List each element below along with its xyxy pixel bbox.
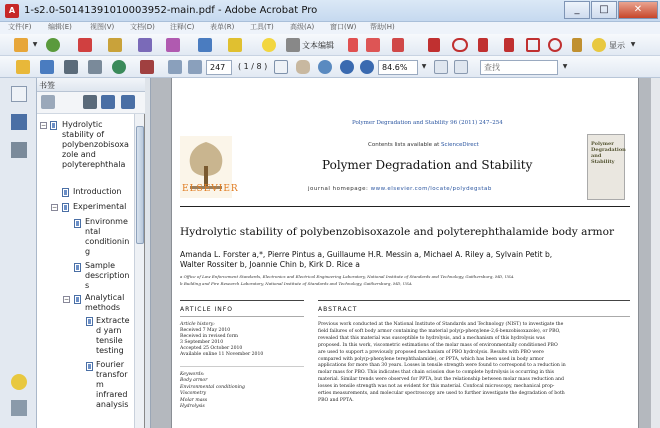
journal-name: Polymer Degradation and Stability <box>322 158 533 172</box>
abstract-line: material. Similar trends were observed for PPTA, but the relationship between molar mass reduction and <box>318 377 564 383</box>
email-icon[interactable] <box>88 60 102 74</box>
keyword: Environmental conditioning <box>180 384 245 390</box>
abstract-line: compared with poly(p-phenylene terephthalamide), or PPTA, which has been used in body armor <box>318 356 544 362</box>
abstract-line: losses in tensile strength was not as evident for this material. Confocal microscopy, mechanical prop- <box>318 384 555 390</box>
journal-cover <box>587 134 625 200</box>
print-icon[interactable] <box>64 60 78 74</box>
abstract-line: molar mass for PBO. This indicates that chain scission due to complete hydrolysis is occurring in this <box>318 370 555 376</box>
homepage-line <box>308 186 492 192</box>
affiliation-b: b Building and Fire Research Laboratory, National Institute of Standards and Technology, Gaithersburg, MD, USA <box>180 281 412 286</box>
homepage-prefix: journal homepage: <box>308 186 371 192</box>
next-page-icon[interactable] <box>188 60 202 74</box>
hand-tool-icon[interactable] <box>296 60 310 74</box>
new-bookmark-icon[interactable] <box>101 95 115 109</box>
abstract-line: field failures of soft body armor containing the material poly(p-phenylene-2,6-benzobisoxazole), or PBO, <box>318 328 561 334</box>
collapse-icon[interactable]: − <box>41 122 47 129</box>
abstract-body <box>318 322 566 405</box>
pages-panel-icon[interactable] <box>11 86 27 102</box>
abstract-heading: ABSTRACT <box>318 306 358 313</box>
abstract-line: applications for more than 30 years. Losses in tensile strength were found to correspond to a reduction in <box>318 363 566 369</box>
toolbar-tasks <box>0 34 660 56</box>
bookmark-icon <box>74 295 81 304</box>
history-line: Accepted 25 October 2010 <box>180 346 243 351</box>
keywords-rule <box>180 366 304 367</box>
open-folder-icon[interactable] <box>16 60 30 74</box>
bookmark-environmental-conditioning[interactable]: Environme ntal conditionin g <box>85 217 130 256</box>
save-icon[interactable] <box>40 60 54 74</box>
bookmarks-toolbar <box>37 92 145 114</box>
text-edit-label[interactable]: 文本编辑 <box>302 41 334 50</box>
window-title: 1-s2.0-S0141391010003952-main.pdf - Adobe Acrobat Pro <box>24 5 318 16</box>
previous-page-icon[interactable] <box>168 60 182 74</box>
bookmarks-title: 书签 <box>39 81 55 90</box>
highlight-icon[interactable] <box>228 38 242 52</box>
bookmark-icon <box>50 121 57 130</box>
bookmarks-tree <box>37 114 135 428</box>
attachments-panel-icon[interactable] <box>11 400 27 416</box>
bookmarks-panel-icon[interactable] <box>11 114 27 130</box>
article-info-heading: ARTICLE INFO <box>180 306 233 313</box>
options-icon[interactable] <box>41 95 55 109</box>
rectangle-tool-icon[interactable] <box>526 38 540 52</box>
document-viewer <box>151 78 660 428</box>
bookmarks-scrollbar[interactable] <box>134 114 144 428</box>
create-pdf-icon[interactable] <box>14 38 28 52</box>
bookmark-icon <box>86 317 93 326</box>
page-count: ( 1 / 8 ) <box>238 62 268 71</box>
display-dropdown-icon[interactable]: ▼ <box>630 41 636 48</box>
collapse-icon[interactable]: − <box>64 296 70 303</box>
keyword: Molar mass <box>180 397 208 403</box>
abstract-rule <box>318 300 630 301</box>
authors-line-1: Amanda L. Forster a,*, Pierre Pintus a, Guillaume H.R. Messin a, Michael A. Riley a, Sylvain Petit b, <box>180 250 553 259</box>
review-icon[interactable] <box>198 38 212 52</box>
scroll-thumb[interactable] <box>136 126 144 244</box>
cloud-tool-icon[interactable] <box>548 38 562 52</box>
collaborate-icon[interactable] <box>112 60 126 74</box>
menu-help[interactable]: 帮助(H) <box>370 23 395 31</box>
delete-bookmark-icon[interactable] <box>83 95 97 109</box>
pen-tool-icon[interactable] <box>572 38 582 52</box>
abstract-line: erties measurements, and molecular spectroscopy are used to further investigate the degradation of both <box>318 391 565 397</box>
stamp-icon[interactable] <box>392 38 404 52</box>
menu-comments[interactable]: 注释(C) <box>170 23 195 31</box>
zoom-input[interactable]: 84.6% <box>378 60 418 75</box>
zoom-tool-icon[interactable] <box>318 60 332 74</box>
keyword: Body armor <box>180 378 208 383</box>
history-label: Article history: <box>180 322 215 327</box>
menu-bar <box>0 22 660 34</box>
article-title: Hydrolytic stability of polybenzobisoxazole and polyterephthalamide body armor <box>180 226 615 238</box>
bookmark-icon <box>86 362 93 371</box>
arrow-tool-icon[interactable] <box>428 38 440 52</box>
search-dropdown-icon[interactable]: ▼ <box>562 63 568 70</box>
bookmark-ftir[interactable]: Fourier transfor m infrared analysis <box>96 360 129 409</box>
bookmark-extracted-yarn[interactable]: Extracte d yarn tensile testing <box>96 316 130 355</box>
abstract-subrule <box>318 316 630 317</box>
minimize-button[interactable]: _ <box>564 1 590 19</box>
bookmarks-panel <box>37 78 145 428</box>
history-line: Received in revised form <box>180 334 239 339</box>
authors-line-2: Walter Rossiter b, Joannie Chin b, Kirk D. Rice a <box>180 260 360 269</box>
menu-document[interactable]: 文档(D) <box>130 23 155 31</box>
keywords-label: Keywords: <box>180 372 205 377</box>
display-label[interactable]: 显示 <box>609 41 625 50</box>
find-icon[interactable] <box>140 60 154 74</box>
search-input[interactable]: 查找 <box>480 60 558 75</box>
bookmark-icon <box>62 188 69 197</box>
bookmark-icon <box>74 263 81 272</box>
window-controls <box>563 1 658 19</box>
homepage-link[interactable]: www.elsevier.com/locate/polydegstab <box>370 186 492 192</box>
contents-prefix: Contents lists available at <box>368 142 442 148</box>
close-button[interactable]: ✕ <box>618 1 658 19</box>
oval-tool-icon[interactable] <box>452 38 468 52</box>
export-icon[interactable] <box>78 38 92 52</box>
publisher-name: ELSEVIER <box>182 184 239 194</box>
bookmark-analytical-methods[interactable]: Analytical methods <box>85 293 125 312</box>
select-cursor-icon[interactable] <box>274 60 288 74</box>
header-rule <box>180 206 630 207</box>
abstract-line: Previous work conducted at the National Institute of Standards and Technology (NIST) to investigate the <box>318 322 564 327</box>
comments-panel-icon[interactable] <box>11 374 27 390</box>
text-edit-icon[interactable] <box>286 38 300 52</box>
bookmarks-header <box>37 78 145 92</box>
pencil-tool-icon[interactable] <box>504 38 514 52</box>
comment-bubble-icon[interactable] <box>262 38 276 52</box>
abstract-line: revealed that this material was susceptible to hydrolysis, and a mechanism of this hydrolysis was <box>318 335 545 341</box>
sticky-note-icon[interactable] <box>348 38 358 52</box>
pdf-page <box>171 78 639 428</box>
zoom-out-icon[interactable] <box>340 60 354 74</box>
bookmark-experimental[interactable]: Experimental <box>73 202 127 211</box>
keywords-list <box>180 378 245 411</box>
history-list <box>180 328 263 358</box>
keyword: Hydrolysis <box>180 404 205 409</box>
sciencedirect-link[interactable]: ScienceDirect <box>441 142 479 148</box>
document-scrollbar[interactable] <box>651 78 660 428</box>
info-subrule <box>180 316 304 317</box>
create-dropdown-icon[interactable]: ▼ <box>32 41 38 48</box>
history-line: 3 September 2010 <box>180 340 224 345</box>
menu-view[interactable]: 视图(V) <box>90 23 115 31</box>
menu-forms[interactable]: 表单(R) <box>210 23 235 31</box>
bookmark-icon <box>62 203 69 212</box>
bookmark-title[interactable]: Hydrolytic stability of polybenzobisoxa zole and polyterephthala <box>62 120 129 169</box>
menu-file[interactable]: 文件(F) <box>8 23 32 31</box>
page-number-input[interactable]: 247 <box>206 60 232 75</box>
abstract-line: are used to support a previously proposed mechanism of PBO hydrolysis. Results with PBO were <box>318 349 544 355</box>
toolbar-navigation <box>0 56 660 78</box>
sign-pen-icon[interactable] <box>138 38 152 52</box>
history-line: Received 7 May 2010 <box>180 328 231 333</box>
contents-line <box>368 142 479 148</box>
elsevier-logo <box>180 136 239 198</box>
markup-icon[interactable] <box>366 38 380 52</box>
cover-title: Polymer Degradation and Stability <box>591 141 626 165</box>
show-comments-icon[interactable] <box>592 38 606 52</box>
title-bar <box>0 0 660 22</box>
combine-icon[interactable] <box>46 38 60 52</box>
zoom-in-icon[interactable] <box>360 60 374 74</box>
menu-window[interactable]: 窗口(W) <box>330 23 357 31</box>
menu-tools[interactable]: 工具(T) <box>250 23 274 31</box>
line-tool-icon[interactable] <box>478 38 488 52</box>
menu-advanced[interactable]: 高级(A) <box>290 23 315 31</box>
affiliation-a: a Office of Law Enforcement Standards, Electronics and Electrical Engineering Laboratory, National Institute of Standards and Technology, Gaithersburg, MD, USA <box>180 274 514 279</box>
journal-reference: Polymer Degradation and Stability 96 (2011) 247–254 <box>352 120 503 126</box>
signatures-panel-icon[interactable] <box>11 142 27 158</box>
collapse-icon[interactable]: − <box>52 204 58 211</box>
fit-page-icon[interactable] <box>434 60 448 74</box>
menu-edit[interactable]: 编辑(E) <box>48 23 72 31</box>
info-rule <box>180 300 304 301</box>
navigation-rail <box>0 78 37 428</box>
secure-lock-icon[interactable] <box>108 38 122 52</box>
bookmark-sample-descriptions[interactable]: Sample description s <box>85 261 130 290</box>
acrobat-icon: A <box>5 4 19 18</box>
abstract-line: PBO and PPTA. <box>318 397 354 403</box>
history-line: Available online 11 November 2010 <box>180 352 264 357</box>
forms-icon[interactable] <box>166 38 180 52</box>
abstract-line: proposed. In this work, viscometric estimations of the molar mass of environmentally conditioned PBO <box>318 342 558 348</box>
zoom-dropdown-icon[interactable]: ▼ <box>421 63 427 70</box>
fit-width-icon[interactable] <box>454 60 468 74</box>
expand-bookmark-icon[interactable] <box>121 95 135 109</box>
maximize-button[interactable]: □ <box>591 1 617 19</box>
bookmark-introduction[interactable]: Introduction <box>73 187 122 196</box>
bookmark-icon <box>74 219 81 228</box>
keyword: Viscometry <box>180 391 207 396</box>
